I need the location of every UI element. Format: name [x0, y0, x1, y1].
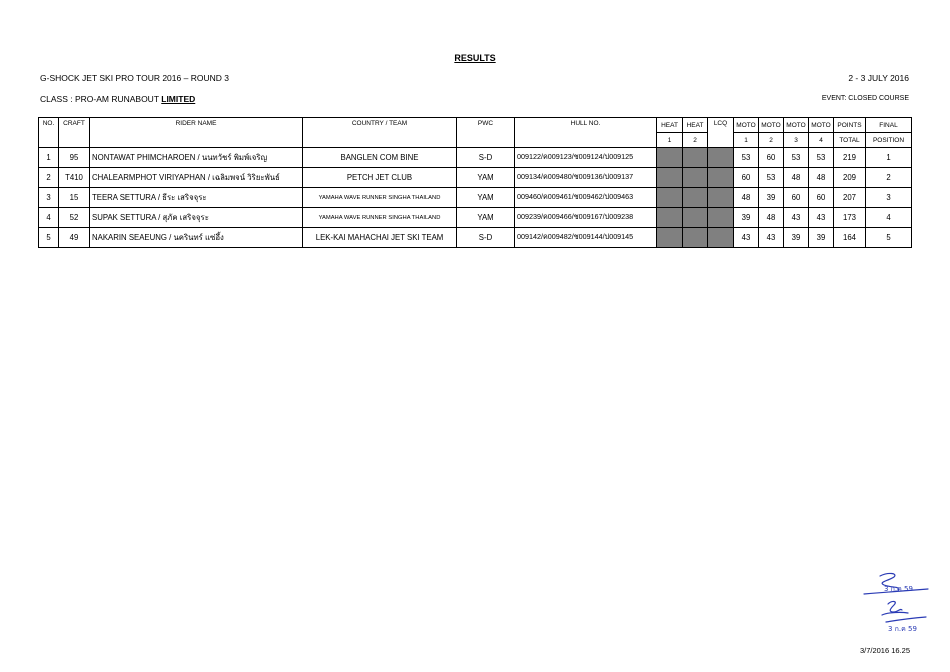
- cell-moto-2: 48: [759, 208, 784, 228]
- header-final: FINAL: [866, 118, 912, 133]
- cell-heat-2-shaded: [683, 228, 708, 248]
- cell-no: 2: [39, 168, 59, 188]
- cell-lcq-shaded: [708, 168, 734, 188]
- cell-moto-3: 43: [784, 208, 809, 228]
- header-country-team: COUNTRY / TEAM: [303, 118, 457, 148]
- cell-craft: 15: [59, 188, 90, 208]
- cell-pwc: YAM: [457, 168, 515, 188]
- signature-date-note-2: 3 ก.ค 59: [888, 625, 917, 633]
- cell-moto-3: 48: [784, 168, 809, 188]
- header-heat-1-num: 1: [657, 133, 683, 148]
- cell-moto-2: 60: [759, 148, 784, 168]
- cell-no: 5: [39, 228, 59, 248]
- header-heat-2-num: 2: [683, 133, 708, 148]
- cell-moto-4: 48: [809, 168, 834, 188]
- cell-points-total: 209: [834, 168, 866, 188]
- cell-pwc: S-D: [457, 148, 515, 168]
- header-heat-2: HEAT: [683, 118, 708, 133]
- handwritten-signature: [858, 568, 938, 640]
- header-moto-1-num: 1: [734, 133, 759, 148]
- header-points-total: TOTAL: [834, 133, 866, 148]
- cell-country-team: LEK-KAI MAHACHAI JET SKI TEAM: [303, 228, 457, 248]
- cell-moto-1: 53: [734, 148, 759, 168]
- cell-heat-2-shaded: [683, 208, 708, 228]
- cell-final-position: 4: [866, 208, 912, 228]
- cell-points-total: 207: [834, 188, 866, 208]
- cell-moto-4: 53: [809, 148, 834, 168]
- header-heat-1: HEAT: [657, 118, 683, 133]
- class-line: [40, 94, 195, 104]
- cell-moto-1: 39: [734, 208, 759, 228]
- cell-rider-name: TEERA SETTURA / ธีระ เสริจจุระ: [90, 188, 303, 208]
- cell-points-total: 219: [834, 148, 866, 168]
- cell-heat-1-shaded: [657, 228, 683, 248]
- cell-moto-2: 53: [759, 168, 784, 188]
- cell-final-position: 3: [866, 188, 912, 208]
- timestamp: 3/7/2016 16.25: [859, 646, 910, 655]
- cell-final-position: 1: [866, 148, 912, 168]
- cell-moto-3: 53: [784, 148, 809, 168]
- header-rider-name: RIDER NAME: [90, 118, 303, 148]
- cell-country-team: YAMAHA WAVE RUNNER SINGHA THAILAND: [303, 188, 457, 208]
- cell-heat-1-shaded: [657, 148, 683, 168]
- cell-heat-2-shaded: [683, 148, 708, 168]
- cell-no: 4: [39, 208, 59, 228]
- cell-hull-no: 009460/ค009461/ช009462/ป009463: [515, 188, 657, 208]
- cell-lcq-shaded: [708, 228, 734, 248]
- cell-craft: 52: [59, 208, 90, 228]
- cell-no: 3: [39, 188, 59, 208]
- table-row: [39, 208, 912, 228]
- cell-hull-no: 009122/ค009123/ช009124/ป009125: [515, 148, 657, 168]
- header-final-position: POSITION: [866, 133, 912, 148]
- cell-hull-no: 009134/ค009480/ช009136/ป009137: [515, 168, 657, 188]
- cell-moto-4: 43: [809, 208, 834, 228]
- cell-moto-2: 43: [759, 228, 784, 248]
- header-moto-3: MOTO: [784, 118, 809, 133]
- header-moto-2-num: 2: [759, 133, 784, 148]
- event-type: EVENT: CLOSED COURSE: [821, 95, 909, 102]
- header-craft: CRAFT: [59, 118, 90, 148]
- table-row: [39, 228, 912, 248]
- cell-points-total: 164: [834, 228, 866, 248]
- cell-lcq-shaded: [708, 208, 734, 228]
- cell-rider-name: SUPAK SETTURA / สุภัค เสริจจุระ: [90, 208, 303, 228]
- event-name: G-SHOCK JET SKI PRO TOUR 2016 – ROUND 3: [40, 73, 229, 83]
- header-points: POINTS: [834, 118, 866, 133]
- cell-pwc: YAM: [457, 188, 515, 208]
- cell-pwc: S-D: [457, 228, 515, 248]
- cell-craft: 49: [59, 228, 90, 248]
- cell-heat-1-shaded: [657, 188, 683, 208]
- class-limited: LIMITED: [161, 94, 196, 104]
- results-table: [38, 117, 912, 248]
- cell-moto-1: 48: [734, 188, 759, 208]
- header-no: NO.: [39, 118, 59, 148]
- cell-heat-1-shaded: [657, 168, 683, 188]
- table-row: [39, 188, 912, 208]
- class-label: CLASS : PRO-AM RUNABOUT: [40, 94, 159, 104]
- cell-moto-3: 60: [784, 188, 809, 208]
- cell-no: 1: [39, 148, 59, 168]
- cell-craft: T410: [59, 168, 90, 188]
- event-dates: 2 - 3 JULY 2016: [848, 73, 909, 83]
- header-moto-4-num: 4: [809, 133, 834, 148]
- header-moto-4: MOTO: [809, 118, 834, 133]
- cell-heat-1-shaded: [657, 208, 683, 228]
- header-moto-3-num: 3: [784, 133, 809, 148]
- cell-final-position: 5: [866, 228, 912, 248]
- cell-moto-2: 39: [759, 188, 784, 208]
- cell-moto-1: 43: [734, 228, 759, 248]
- cell-rider-name: NONTAWAT PHIMCHAROEN / นนทวัชร์ พิมพ์เจริญ: [90, 148, 303, 168]
- cell-points-total: 173: [834, 208, 866, 228]
- results-title: RESULTS: [454, 53, 496, 63]
- cell-moto-3: 39: [784, 228, 809, 248]
- cell-moto-4: 60: [809, 188, 834, 208]
- cell-craft: 95: [59, 148, 90, 168]
- header-moto-1: MOTO: [734, 118, 759, 133]
- cell-rider-name: CHALEARMPHOT VIRIYAPHAN / เฉลิมพจน์ วิริยะพันธ์: [90, 168, 303, 188]
- cell-pwc: YAM: [457, 208, 515, 228]
- header-pwc: PWC: [457, 118, 515, 148]
- table-row: [39, 148, 912, 168]
- cell-moto-4: 39: [809, 228, 834, 248]
- cell-country-team: PETCH JET CLUB: [303, 168, 457, 188]
- cell-moto-1: 60: [734, 168, 759, 188]
- signature-date-note: 3 ก.ค 59: [884, 585, 913, 593]
- cell-country-team: YAMAHA WAVE RUNNER SINGHA THAILAND: [303, 208, 457, 228]
- cell-lcq-shaded: [708, 148, 734, 168]
- header-hull-no: HULL NO.: [515, 118, 657, 148]
- header-lcq: LCQ: [708, 118, 734, 148]
- cell-final-position: 2: [866, 168, 912, 188]
- cell-lcq-shaded: [708, 188, 734, 208]
- header-moto-2: MOTO: [759, 118, 784, 133]
- table-row: [39, 168, 912, 188]
- cell-country-team: BANGLEN COM BINE: [303, 148, 457, 168]
- cell-rider-name: NAKARIN SEAEUNG / นครินทร์ แซ่อึ้ง: [90, 228, 303, 248]
- cell-heat-2-shaded: [683, 168, 708, 188]
- cell-heat-2-shaded: [683, 188, 708, 208]
- cell-hull-no: 009142/ค009482/ช009144/ป009145: [515, 228, 657, 248]
- cell-hull-no: 009239/ค009466/ช009167/ป009238: [515, 208, 657, 228]
